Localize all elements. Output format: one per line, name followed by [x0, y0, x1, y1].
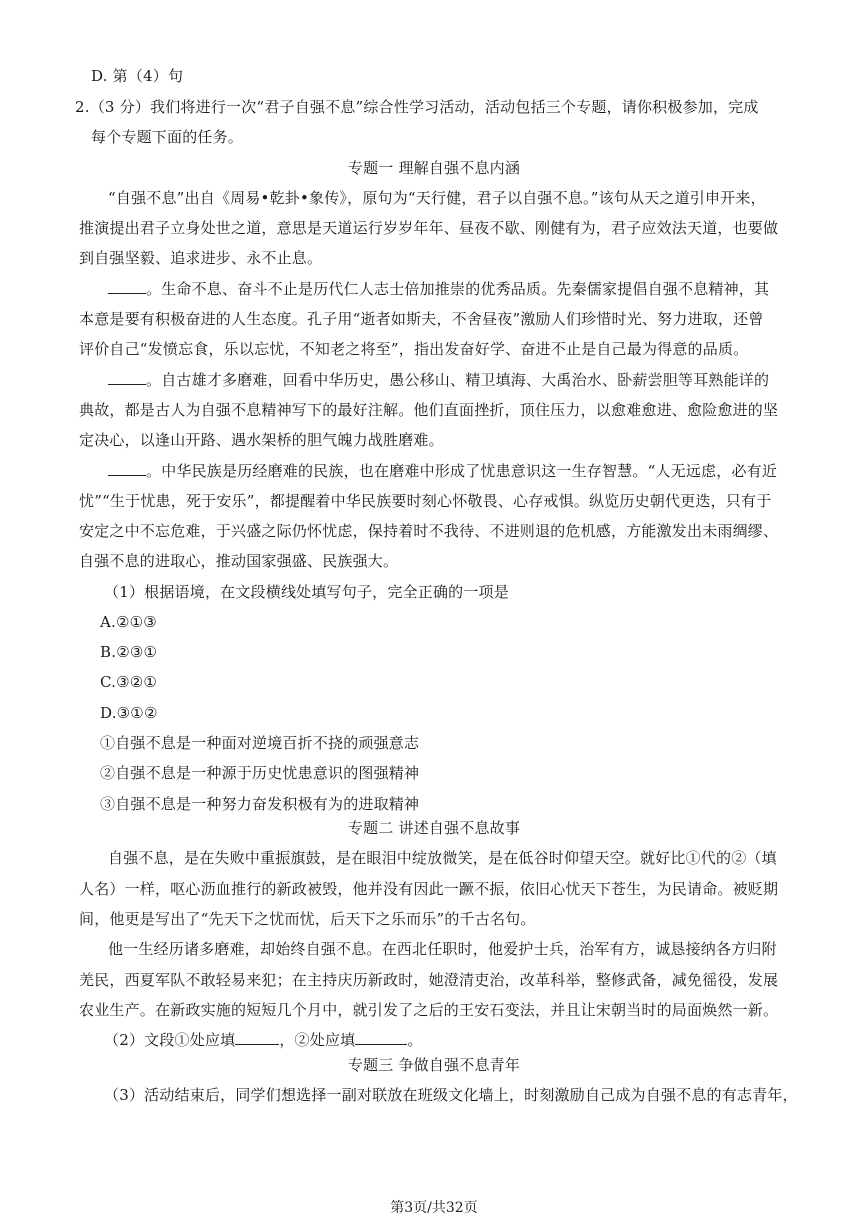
topic1-p1-line3: 到自强坚毅、追求进步、永不止息。 — [79, 249, 323, 267]
page-number: 第3页/共32页 — [390, 1200, 478, 1216]
topic1-p4-line4: 自强不息的进取心，推动国家强盛、民族强大。 — [79, 552, 399, 570]
topic1-p3-line3: 定决心，以逢山开路、遇水架桥的胆气魄力战胜磨难。 — [79, 431, 444, 449]
option-d: D.③①② — [100, 704, 158, 722]
topic1-p2-line2: 本意是要有积极奋进的人生态度。孔子用“逝者如斯夫，不舍昼夜”激励人们珍惜时光、努力进取，还曾 — [79, 310, 764, 328]
topic2-p1-line1: 自强不息，是在失败中重振旗鼓，是在眼泪中绽放微笑，是在低谷时仰望天空。就好比①代的②（填 — [108, 849, 777, 867]
topic1-p3-line1: 。自古雄才多磨难，回看中华历史，愚公移山、精卫填海、大禹治水、卧薪尝胆等耳熟能详的 — [108, 370, 769, 390]
q2-intro-line2: 每个专题下面的任务。 — [91, 128, 244, 146]
topic1-p4-line3: 安定之中不忘危难，于兴盛之际仍怀忧虑，保持着时不我待、不进则退的危机感，方能激发出未雨绸缪、 — [79, 522, 779, 540]
topic2-p2-line2: 羌民，西夏军队不敢轻易来犯；在主持庆历新政时，她澄清吏治，改革科举，整修武备，减免徭役，发展 — [79, 971, 779, 989]
topic2-p2-line3: 农业生产。在新政实施的短短几个月中，就引发了之后的王安石变法，并且让宋朝当时的局面焕然一新。 — [79, 1001, 779, 1019]
option-b: B.②③① — [100, 643, 158, 661]
answer-blank — [355, 1030, 407, 1045]
topic1-p4-line1: 。中华民族是历经磨难的民族，也在磨难中形成了忧患意识这一生存智慧。“人无远虑，必有近 — [108, 461, 777, 481]
topic1-p2-line3: 评价自己“发愤忘食，乐以忘忧，不知老之将至”，指出发奋好学、奋进不止是自己最为得意的品质。 — [79, 340, 749, 358]
topic1-p2-line1: 。生命不息、奋斗不止是历代仁人志士倍加推崇的优秀品质。先秦儒家提倡自强不息精神，其 — [108, 279, 769, 299]
answer-blank — [108, 461, 146, 476]
sub3-question-line1: （3）活动结束后，同学们想选择一副对联放在班级文化墙上，时刻激励自己成为自强不息的有志青年， — [104, 1086, 798, 1104]
topic2-p2-line1: 他一生经历诸多磨难，却始终自强不息。在西北任职时，他爱护士兵，治军有方，诚恳接纳各方归附 — [108, 940, 777, 958]
q1-option-d: D. 第（4）句 — [91, 67, 184, 85]
topic1-p4-line2: 忧”“生于忧患，死于安乐”，都提醒着中华民族要时刻心怀敬畏、心存戒惧。纵览历史朝代更迭，只有于 — [79, 492, 772, 510]
sub1-question: （1）根据语境，在文段横线处填写句子，完全正确的一项是 — [104, 583, 509, 601]
answer-blank — [108, 370, 146, 385]
option-c: C.③②① — [100, 673, 158, 691]
topic2-title: 专题二 讲述自强不息故事 — [347, 819, 521, 837]
sentence-2: ②自强不息是一种源于历史忧患意识的图强精神 — [100, 764, 420, 782]
answer-blank — [108, 279, 146, 294]
answer-blank — [235, 1030, 279, 1045]
topic1-p1-line2: 推演提出君子立身处世之道，意思是天道运行岁岁年年、昼夜不歇、刚健有为，君子应效法天道，也要做 — [79, 219, 779, 237]
q2-intro-line1: 2.（3 分）我们将进行一次“君子自强不息”综合性学习活动，活动包括三个专题，请你积极参加，完成 — [75, 98, 759, 116]
sub2-question: （2）文段①处应填 ，②处应填 。 — [104, 1031, 423, 1049]
sentence-1: ①自强不息是一种面对逆境百折不挠的顽强意志 — [100, 734, 420, 752]
option-a: A.②①③ — [100, 613, 157, 631]
topic2-p1-line3: 间，他更是写出了“先天下之忧而忧，后天下之乐而乐”的千古名句。 — [79, 910, 536, 928]
topic3-title: 专题三 争做自强不息青年 — [347, 1056, 521, 1074]
sentence-3: ③自强不息是一种努力奋发积极有为的进取精神 — [100, 795, 420, 813]
topic2-p1-line2: 人名）一样，呕心沥血推行的新政被毁，他并没有因此一蹶不振，依旧心忧天下苍生，为民请命。被贬期 — [79, 880, 779, 898]
topic1-p1-line1: “自强不息”出自《周易•乾卦•象传》，原句为“天行健，君子以自强不息。”该句从天之道引申开来， — [108, 189, 766, 207]
topic1-p3-line2: 典故，都是古人为自强不息精神写下的最好注解。他们直面挫折，顶住压力，以愈难愈进、愈险愈进的坚 — [79, 401, 779, 419]
topic1-title: 专题一 理解自强不息内涵 — [347, 159, 521, 177]
